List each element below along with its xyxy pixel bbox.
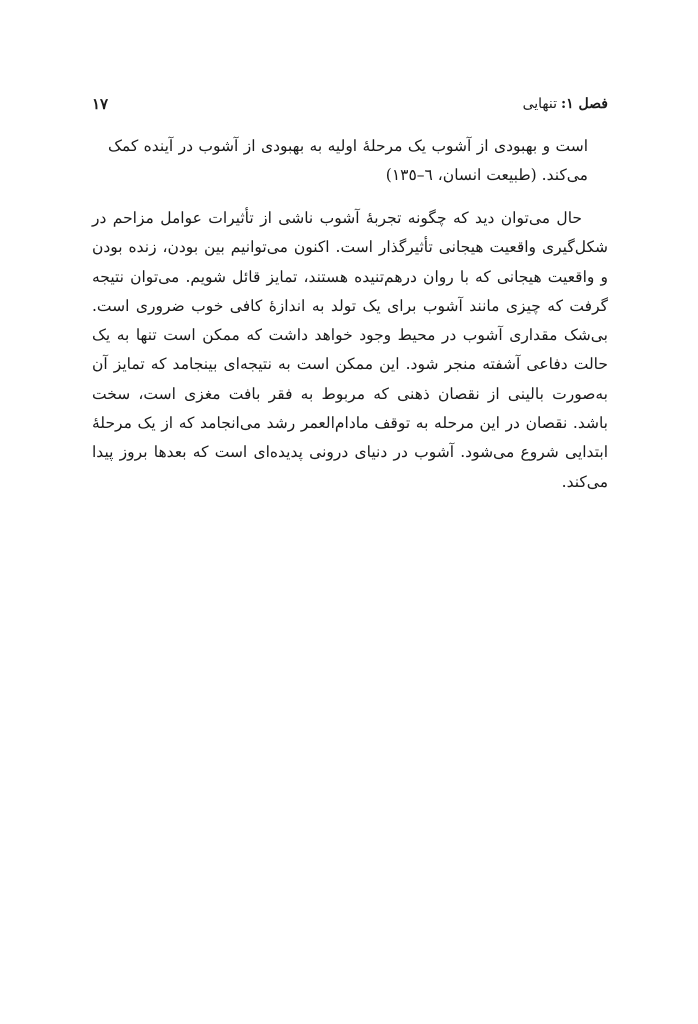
chapter-title: تنهایی [522, 96, 557, 112]
quotation-block [108, 132, 588, 190]
chapter-label: فصل ۱: [560, 96, 608, 112]
quotation-text: است و بهبودی از آشوب یک مرحلۀ اولیه به بهبودی از آشوب در آینده کمک می‌کند. (طبیعت انسان، ٦–١٣٥) [108, 137, 588, 184]
running-header [92, 92, 608, 116]
chapter-heading [523, 96, 608, 112]
body-text [92, 204, 608, 497]
body-paragraph: حال می‌توان دید که چگونه تجربۀ آشوب ناشی از تأثیرات عوامل مزاحم در شکل‌گیری واقعیت هیجانی تأثیرگذار است. اکنون می‌توانیم بین بودن، زنده بودن و واقعیت هیجانی که با روان درهم‌تنیده هستند، تمایز قائل شویم. می‌توان نتیجه گرفت که چیزی مانند آشوب برای یک تولد به اندازۀ کافی خوب ضروری است. بی‌شک مقداری آشوب در محیط وجود خواهد داشت که ممکن است تنها به یک حالت دفاعی آشفته منجر شود. این ممکن است به نتیجه‌ای بینجامد که تمایز آن به‌صورت بالینی از نقصان ذهنی که مربوط به فقر بافت مغزی است، سخت باشد. نقصان در این مرحله به توقف مادام‌العمر رشد می‌انجامد که از یک مرحلۀ ابتدایی شروع می‌شود. آشوب در دنیای درونی پدیده‌ای است که بعدها بروز پیدا می‌کند. [92, 209, 608, 491]
page-number: ۱۷ [92, 95, 109, 113]
